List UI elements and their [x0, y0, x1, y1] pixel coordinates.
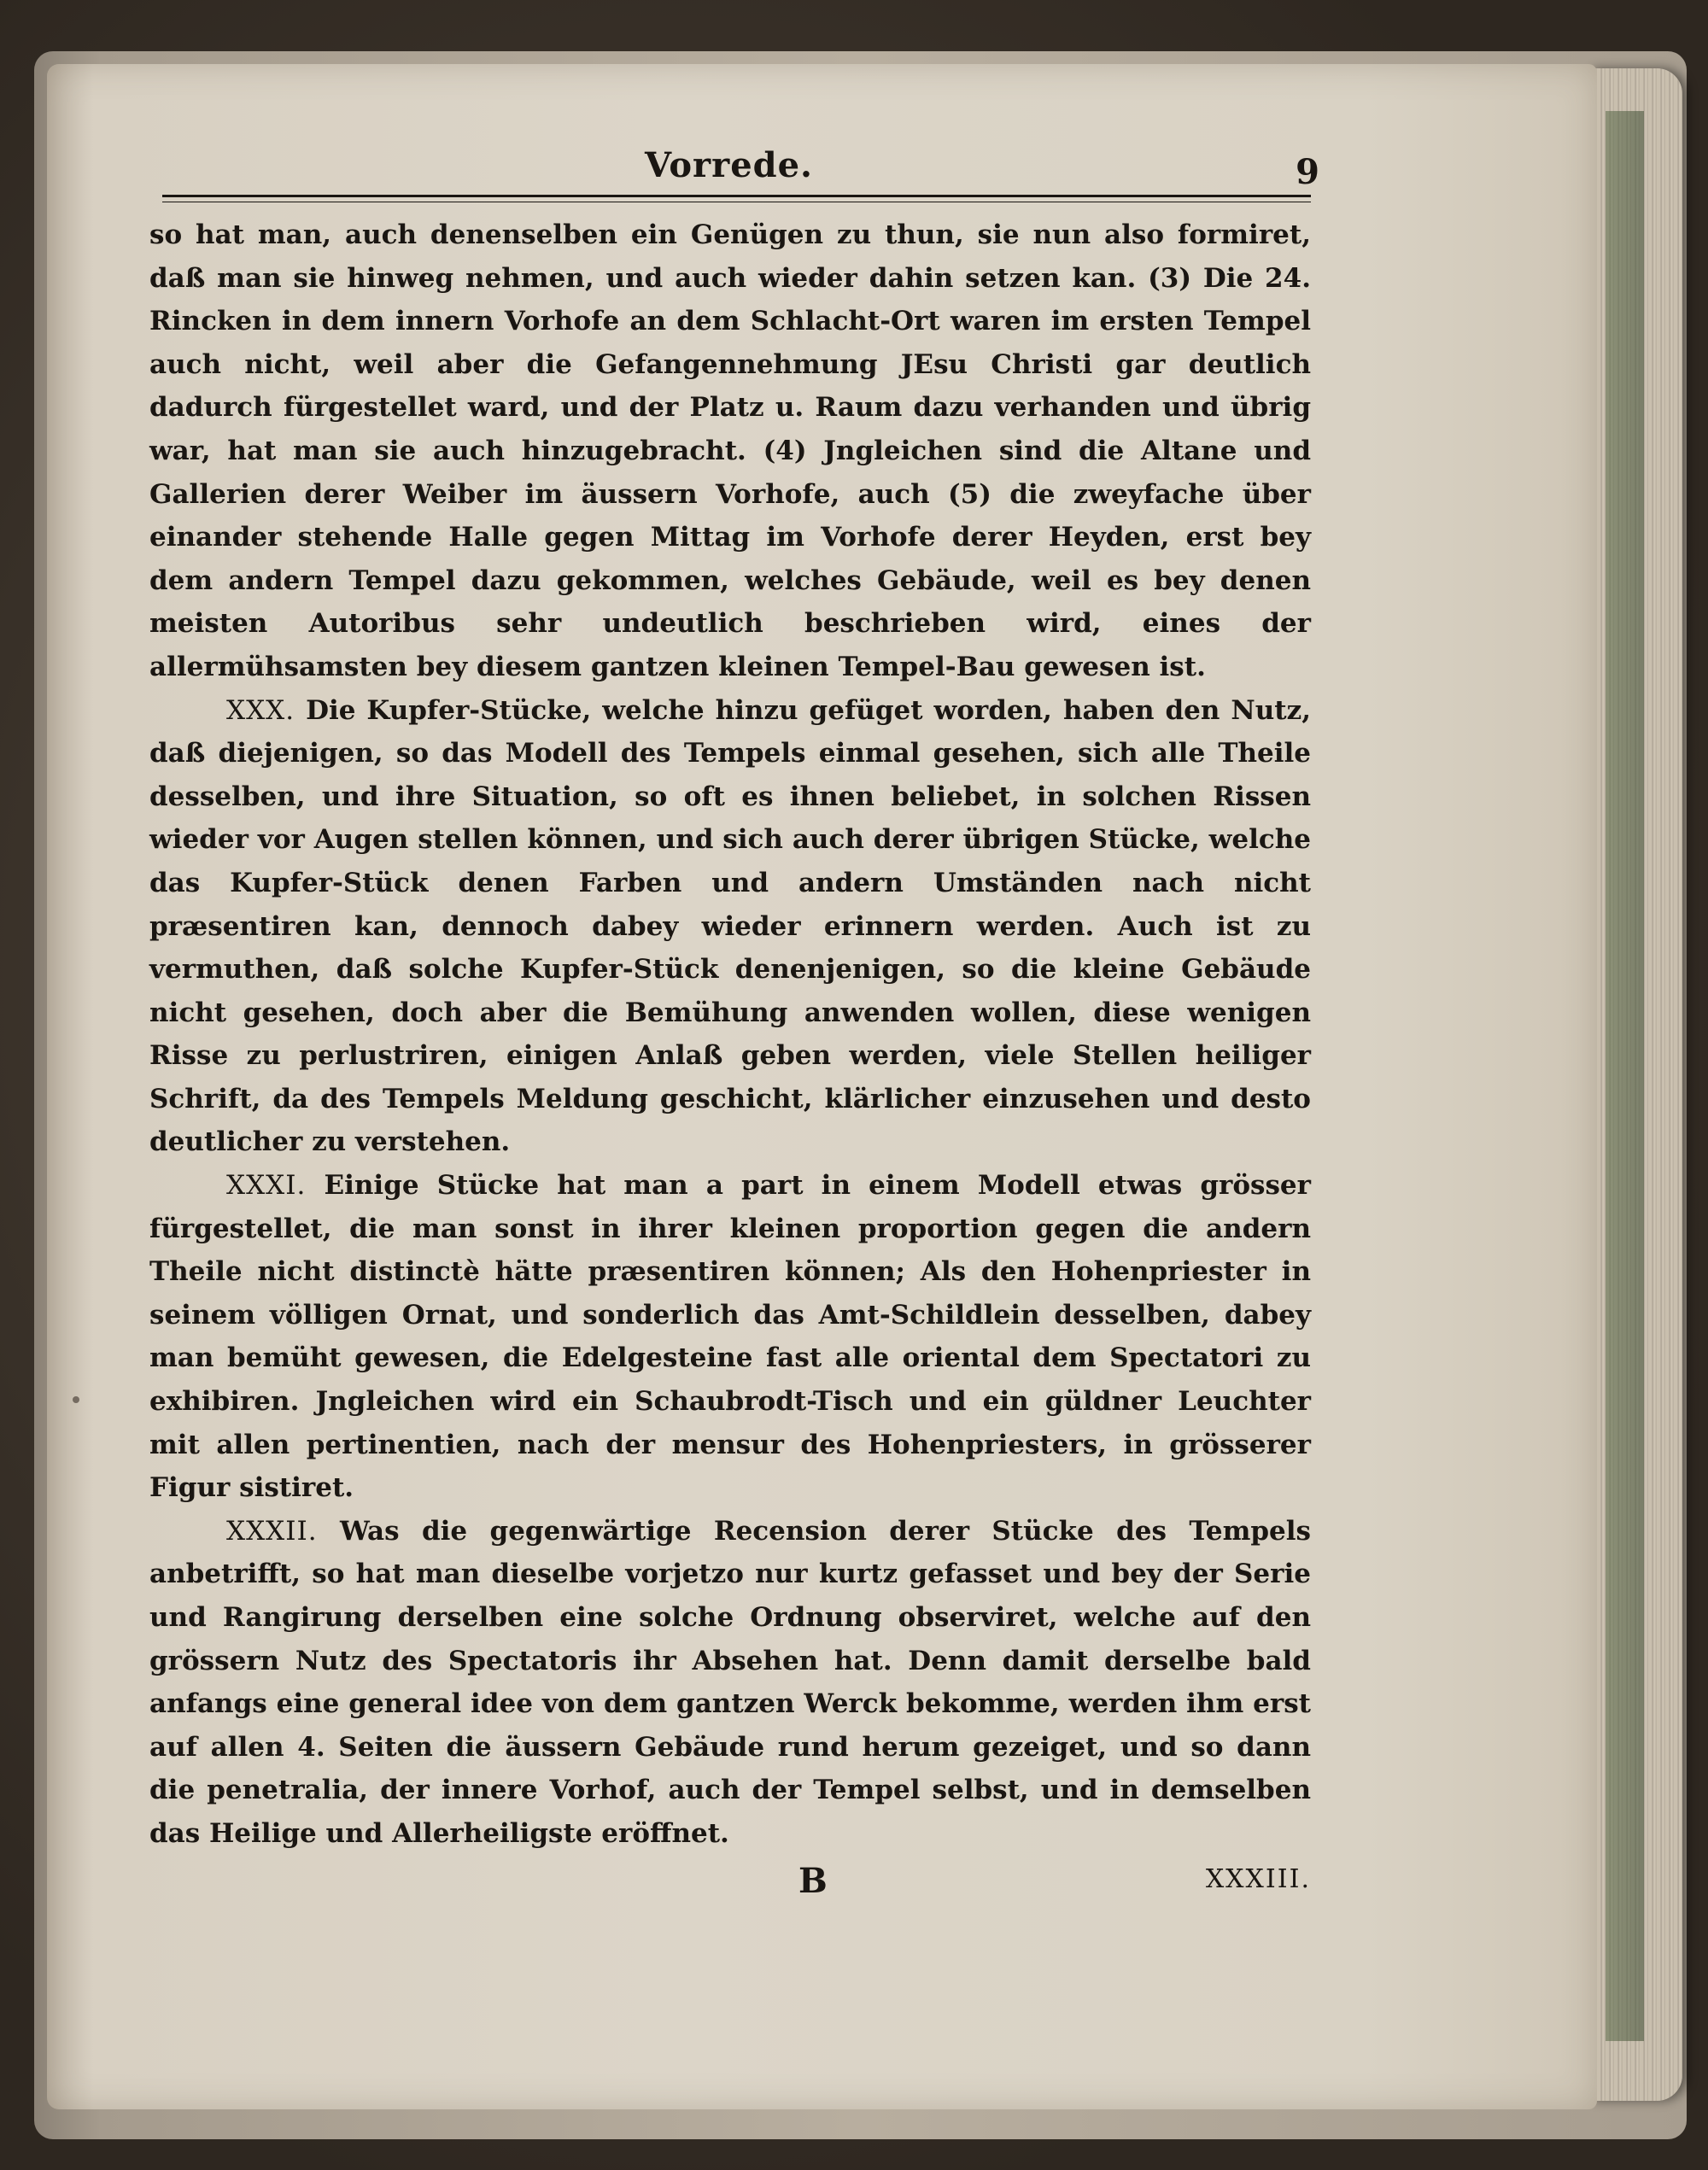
paragraph-text: Einige Stücke hat man a part in einem Modell etwas grösser fürgestellet, die man sonst in ihrer kleinen proportion gegen die andern Theile nicht distinctè hätte præsentiren können; Als den Hohenpriester in seinem völligen Ornat, und sonderlich das Amt-Schildlein desselben, dabey man bemüht gewesen, die Edelgesteine fast alle oriental dem Spectatori zu exhibiren. Jngleichen wird ein Schaubrodt-Tisch und ein güldner Leuchter mit allen pertinentien, nach der mensur des Hohenpriesters, in grösserer Figur sistiret. [149, 1170, 1311, 1504]
page-content [149, 145, 1319, 1912]
catchword: XXXIII. [1205, 1863, 1311, 1894]
page-header [149, 145, 1319, 205]
page-number: 9 [1296, 152, 1319, 192]
binding-band [1606, 111, 1644, 2041]
paragraph-number: XXX. [226, 694, 295, 726]
running-title: Vorrede. [645, 145, 813, 185]
paragraph-xxxii [149, 1510, 1311, 1856]
paragraph-text: Die Kupfer-Stücke, welche hinzu gefüget worden, haben den Nutz, daß diejenigen, so das Modell des Tempels einmal gesehen, sich alle Theile desselben, und ihre Situation, so oft es ihnen beliebet, in solchen Rissen wieder vor Augen stellen können, und sich auch derer übrigen Stücke, welche das Kupfer-Stück denen Farben und andern Umständen nach nicht præsentiren kan, dennoch dabey wieder erinnern werden. Auch ist zu vermuthen, daß solche Kupfer-Stück denenjenigen, so die kleine Gebäude nicht gesehen, doch aber die Bemühung anwenden wollen, diese wenigen Risse zu perlustriren, einigen Anlaß geben werden, viele Stellen heiliger Schrift, da des Tempels Meldung geschicht, klärlicher einzusehen und desto deutlicher zu verstehen. [149, 694, 1312, 1158]
signature-mark: B [798, 1860, 828, 1901]
header-rule [162, 195, 1311, 202]
page-footer [149, 1861, 1311, 1912]
paragraph-number: XXXII. [226, 1515, 318, 1547]
paragraph-number: XXXI. [226, 1170, 307, 1202]
paragraph-xxx [149, 689, 1311, 1165]
paragraph-text: so hat man, auch denenselben ein Genügen zu thun, sie nun also formiret, daß man sie hinweg nehmen, und auch wieder dahin setzen kan. (3) Die 24. Rincken in dem innern Vorhofe an dem Schlacht-Ort waren im ersten Tempel auch nicht, weil aber die Gefangennehmung JEsu Christi gar deutlich dadurch fürgestellet ward, und der Platz u. Raum dazu verhanden und übrig war, hat man sie auch hinzugebracht. (4) Jngleichen sind die Altane und Gallerien derer Weiber im äussern Vorhofe, auch (5) die zweyfache über einander stehende Halle gegen Mittag im Vorhofe derer Heyden, erst bey dem andern Tempel dazu gekommen, welches Gebäude, weil es bey denen meisten Autoribus sehr undeutlich beschrieben wird, eines der allermühsamsten bey diesem gantzen kleinen Tempel-Bau gewesen ist. [149, 219, 1311, 682]
body-text [149, 213, 1311, 1856]
paper-spot [73, 1396, 79, 1403]
paragraph-xxxi [149, 1164, 1311, 1510]
paragraph-continuation [149, 213, 1311, 689]
paragraph-text: Was die gegenwärtige Recension derer Stücke des Tempels anbetrifft, so hat man dieselbe vorjetzo nur kurtz gefasset und bey der Serie und Rangirung derselben eine solche Ordnung observiret, welche auf den grössern Nutz des Spectatoris ihr Absehen hat. Denn damit derselbe bald anfangs eine general idee von dem gantzen Werck bekomme, werden ihm erst auf allen 4. Seiten die äussern Gebäude rund herum gezeiget, und so dann die penetralia, der innere Vorhof, auch der Tempel selbst, und in demselben das Heilige und Allerheiligste eröffnet. [149, 1515, 1311, 1849]
